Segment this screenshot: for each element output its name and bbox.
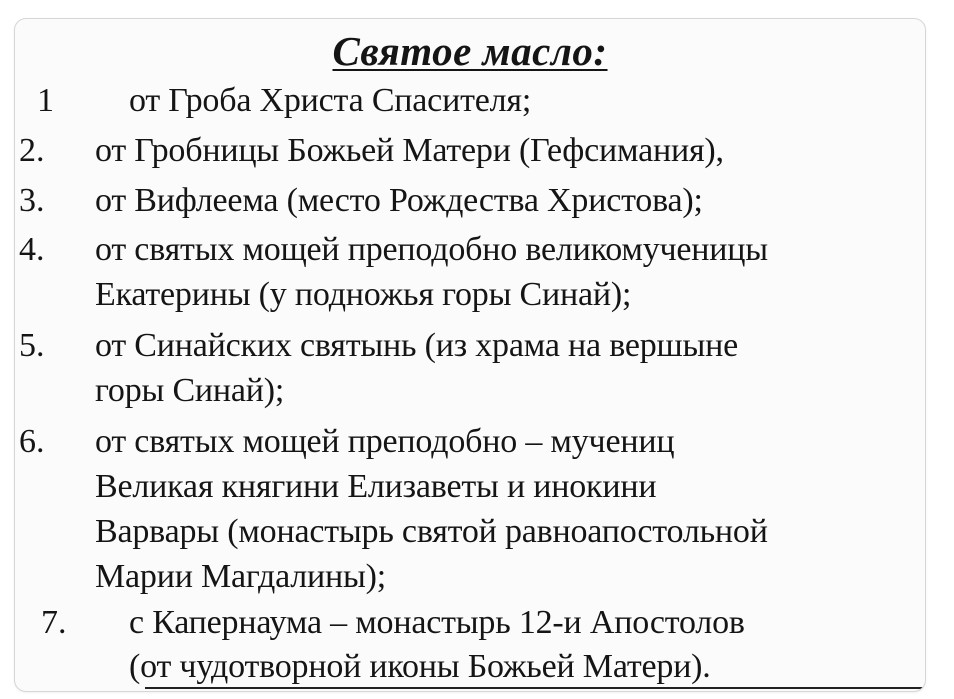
item-6-line-3: Варвары (монастырь святой равноапостольной bbox=[95, 513, 768, 550]
item-6-line-1: от святых мощей преподобно – мучениц bbox=[95, 423, 675, 460]
item-3-number: 3. bbox=[19, 182, 45, 219]
item-7-line-1: с Капернаума – монастырь 12-и Апостолов bbox=[129, 604, 745, 641]
item-7-line-2: (от чудотворной иконы Божьей Матери). bbox=[129, 648, 711, 685]
item-2-line-1: от Гробницы Божьей Матери (Гефсимания), bbox=[95, 132, 724, 169]
item-3-line-1: от Вифлеема (место Рождества Христова); bbox=[95, 182, 703, 219]
item-4-number: 4. bbox=[19, 231, 45, 268]
document-frame bbox=[14, 18, 926, 692]
item-2-number: 2. bbox=[19, 132, 45, 169]
item-1-number: 1 bbox=[37, 82, 54, 119]
scanned-document bbox=[15, 19, 925, 691]
bottom-rule bbox=[145, 687, 925, 689]
item-4-line-1: от святых мощей преподобно великомученицы bbox=[95, 231, 768, 268]
item-5-number: 5. bbox=[19, 327, 45, 364]
item-1-line-1: от Гроба Христа Спасителя; bbox=[129, 82, 532, 119]
item-5-line-1: от Синайских святынь (из храма на вершыне bbox=[95, 327, 739, 364]
item-6-line-4: Марии Магдалины); bbox=[95, 558, 387, 595]
item-6-number: 6. bbox=[19, 423, 45, 460]
item-5-line-2: горы Синай); bbox=[95, 372, 285, 409]
document-title: Святое масло: bbox=[332, 28, 608, 74]
item-7-number: 7. bbox=[41, 604, 67, 641]
item-4-line-2: Екатерины (у подножья горы Синай); bbox=[95, 276, 632, 313]
item-6-line-2: Великая княгини Елизаветы и инокини bbox=[95, 468, 657, 505]
